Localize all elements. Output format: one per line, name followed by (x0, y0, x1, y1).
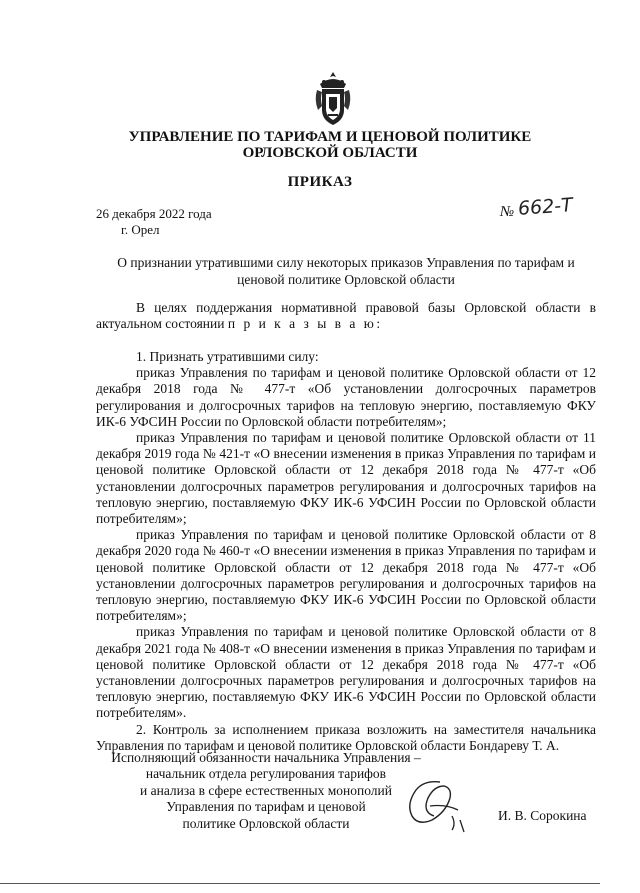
repealed-order-3: приказ Управления по тарифам и ценовой политике Орловской области от 8 декабря 2020 года № 460-т «О внесении изменения в приказ Управления по тарифам и ценовой политике Орловской области от 12 декабря 2018 года № 477-т «Об установлении долгосрочных параметров регулирования и долгосрочных тарифов на тепловую энергию, поставляемую ФКУ ИК-6 УФСИН России по Орловской области потребителям»; (96, 527, 596, 624)
organization-name-line-2: ОРЛОВСКОЙ ОБЛАСТИ (242, 145, 418, 161)
order-city: г. Орел (121, 222, 160, 237)
page-bottom-rule (0, 883, 600, 884)
item-1-heading: 1. Признать утратившими силу: (136, 349, 319, 364)
preamble (96, 300, 596, 332)
signatory-position-line: Управления по тарифам и ценовой (166, 799, 366, 815)
signatory-name: И. В. Сорокина (498, 808, 587, 823)
signatory-position-line: политике Орловской области (182, 815, 350, 831)
oryol-coat-of-arms-icon (312, 70, 354, 128)
repealed-order-2: приказ Управления по тарифам и ценовой политике Орловской области от 11 декабря 2019 года № 421-т «О внесении изменения в приказ Управления по тарифам и ценовой политике Орловской области от 12 декабря 2018 года № 477-т «Об установлении долгосрочных параметров регулирования и долгосрочных тарифов на тепловую энергию, поставляемую ФКУ ИК-6 УФСИН России по Орловской области потребителям»; (96, 430, 596, 527)
order-number-label: № (500, 204, 515, 220)
signatory-position-line: Исполняющий обязанности начальника Управления – (111, 750, 421, 765)
repealed-order-1: приказ Управления по тарифам и ценовой политике Орловской области от 12 декабря 2018 года № 477-т «Об установлении долгосрочных параметров регулирования и долгосрочных тарифов на тепловую энергию, поставляемую ФКУ ИК-6 УФСИН России по Орловской области потребителям»; (96, 365, 596, 429)
preamble-command: п р и к а з ы в а ю: (227, 316, 383, 332)
order-subject: О признании утратившими силу некоторых приказов Управления по тарифам и ценовой политике Орловской области (117, 255, 575, 287)
order-number-handwritten: 662-Т (517, 194, 574, 220)
item-2: 2. Контроль за исполнением приказа возложить на заместителя начальника Управления по тарифам и ценовой политике Орловской области Бондареву Т. А. (96, 721, 596, 753)
order-body (96, 349, 596, 754)
signatory-position (96, 750, 436, 832)
organization-name-line-1: УПРАВЛЕНИЕ ПО ТАРИФАМ И ЦЕНОВОЙ ПОЛИТИКЕ (128, 129, 532, 145)
preamble-text: В целях поддержания нормативной правовой базы Орловской области в актуальном состоянии (96, 300, 596, 332)
signatory-position-line: начальник отдела регулирования тарифов (145, 766, 387, 782)
document-type: ПРИКАЗ (287, 174, 353, 190)
handwritten-signature-icon (394, 776, 486, 836)
repealed-order-4: приказ Управления по тарифам и ценовой политике Орловской области от 8 декабря 2021 года № 408-т «О внесении изменения в приказ Управления по тарифам и ценовой политике Орловской области от 12 декабря 2018 года № 477-т «Об установлении долгосрочных параметров регулирования и долгосрочных тарифов на тепловую энергию, поставляемую ФКУ ИК-6 УФСИН России по Орловской области потребителям». (96, 624, 596, 721)
order-date: 26 декабря 2022 года (96, 206, 212, 221)
signatory-position-line: и анализа в сфере естественных монополий (140, 782, 392, 798)
